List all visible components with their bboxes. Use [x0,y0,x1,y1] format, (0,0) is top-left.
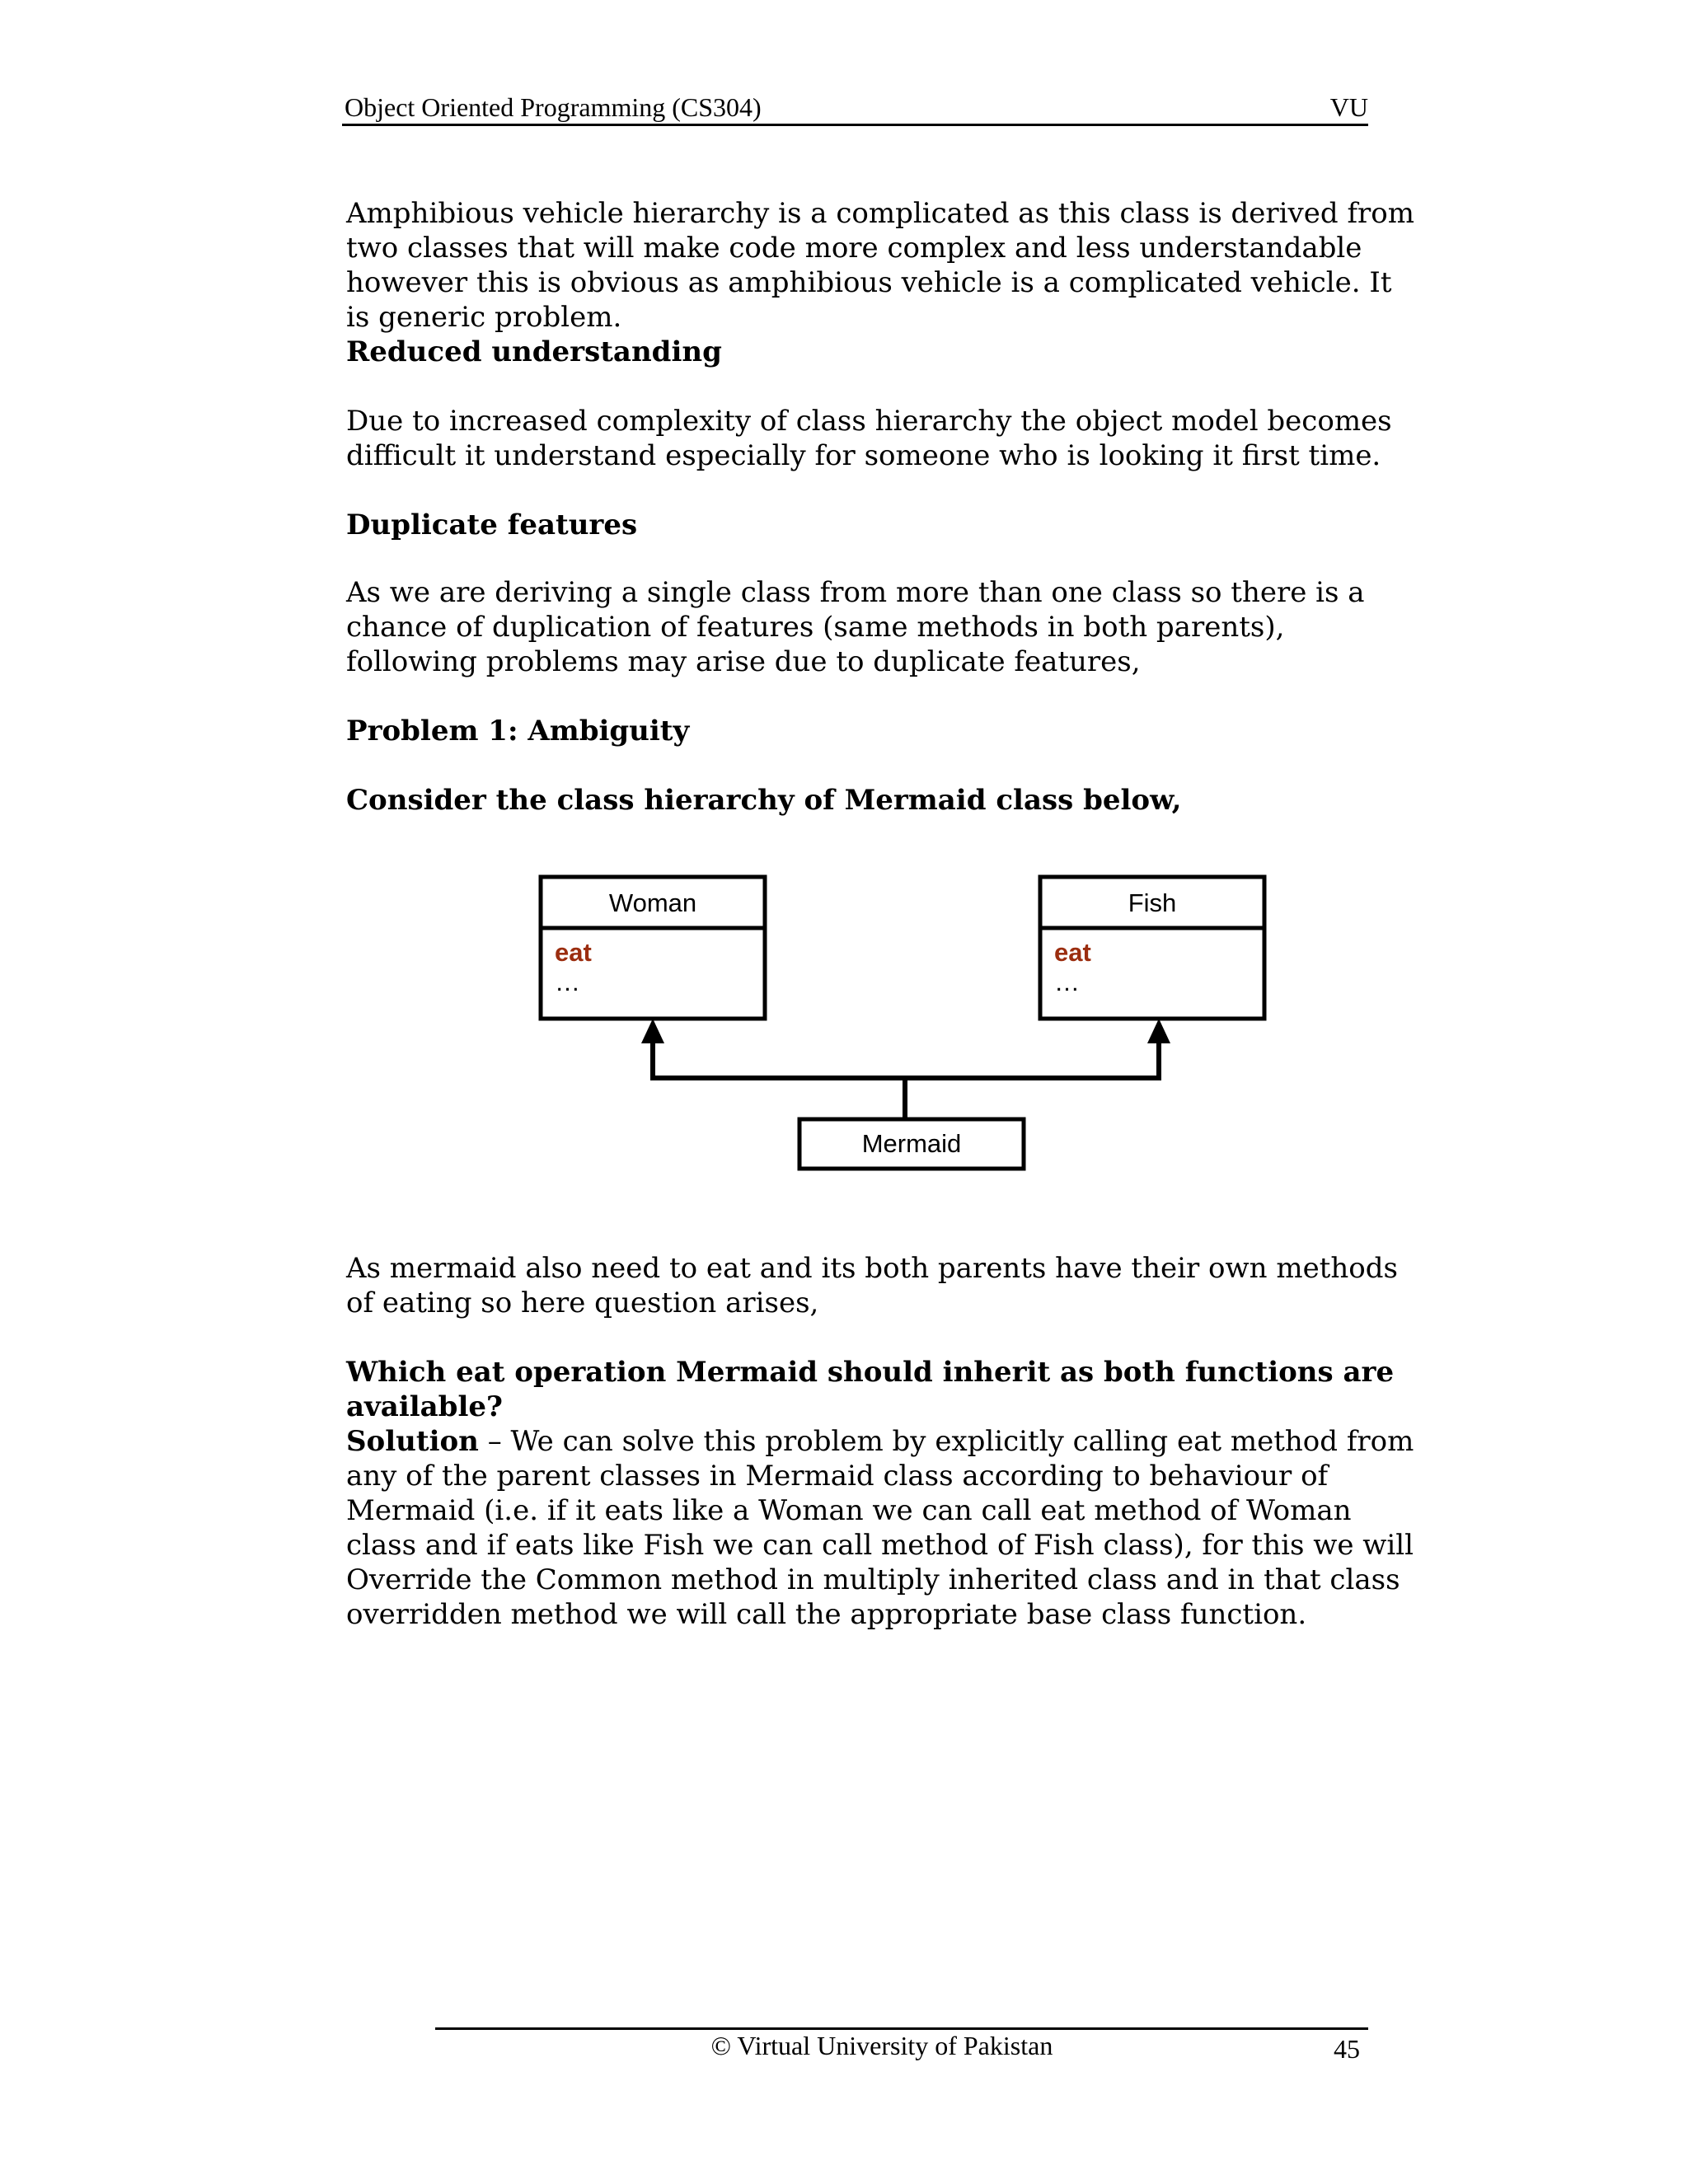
intro-paragraph: Amphibious vehicle hierarchy is a complicated as this class is derived from two classes that will make code more complex and less understandable however this is obvious as amphibious vehicle is a complicated vehicle. It is generic problem. [346,197,1415,334]
fish-inheritance-arrowhead [1147,1019,1170,1043]
woman-eat-method: eat [555,938,592,967]
woman-class-name: Woman [608,888,697,917]
woman-more-methods: … [555,968,580,996]
mermaid-class-name: Mermaid [861,1129,962,1158]
inheritance-connector [653,1043,1159,1119]
mermaid-paragraph: As mermaid also need to eat and its both parents have their own methods of eating so here question arises, [346,1252,1398,1319]
consider-hierarchy-heading: Consider the class hierarchy of Mermaid class below, [346,784,1182,817]
page-number: 45 [1334,2034,1360,2064]
fish-more-methods: … [1054,968,1080,996]
woman-inheritance-arrowhead [641,1019,664,1043]
header-rule [342,124,1368,126]
fish-eat-method: eat [1054,938,1091,967]
reduced-understanding-heading: Reduced understanding [346,335,722,368]
solution-label: Solution [346,1425,479,1458]
duplicate-features-paragraph: As we are deriving a single class from more than one class so there is a chance of duplication of features (same methods in both parents), following problems may arise due to duplicate features, [346,576,1365,678]
fish-class-name: Fish [1128,888,1177,917]
problem-ambiguity-heading: Problem 1: Ambiguity [346,715,690,748]
question-heading: Which eat operation Mermaid should inherit as both functions are available? [346,1356,1395,1423]
header-university-abbrev: VU [1329,92,1368,122]
footer-copyright: © Virtual University of Pakistan [710,2031,1053,2060]
woman-class-box [541,877,765,1019]
mermaid-class-box [799,1119,1024,1169]
header-course-title: Object Oriented Programming (CS304) [345,92,762,122]
solution-paragraph [346,1424,1418,1632]
fish-class-box [1040,877,1264,1019]
solution-text: – We can solve this problem by explicitly calling eat method from any of the parent classes in Mermaid class according to behaviour of Mermaid (i.e. if it eats like a Woman we can call eat method of Woman class and if eats like Fish we can call method of Fish class), for this we will Override the Common method in multiply inherited class and in that class overridden method we will call the appropriate base class function. [346,1425,1414,1631]
duplicate-features-heading: Duplicate features [346,509,638,541]
reduced-understanding-paragraph: Due to increased complexity of class hierarchy the object model becomes difficult it understand especially for someone who is looking it first time. [346,405,1392,472]
